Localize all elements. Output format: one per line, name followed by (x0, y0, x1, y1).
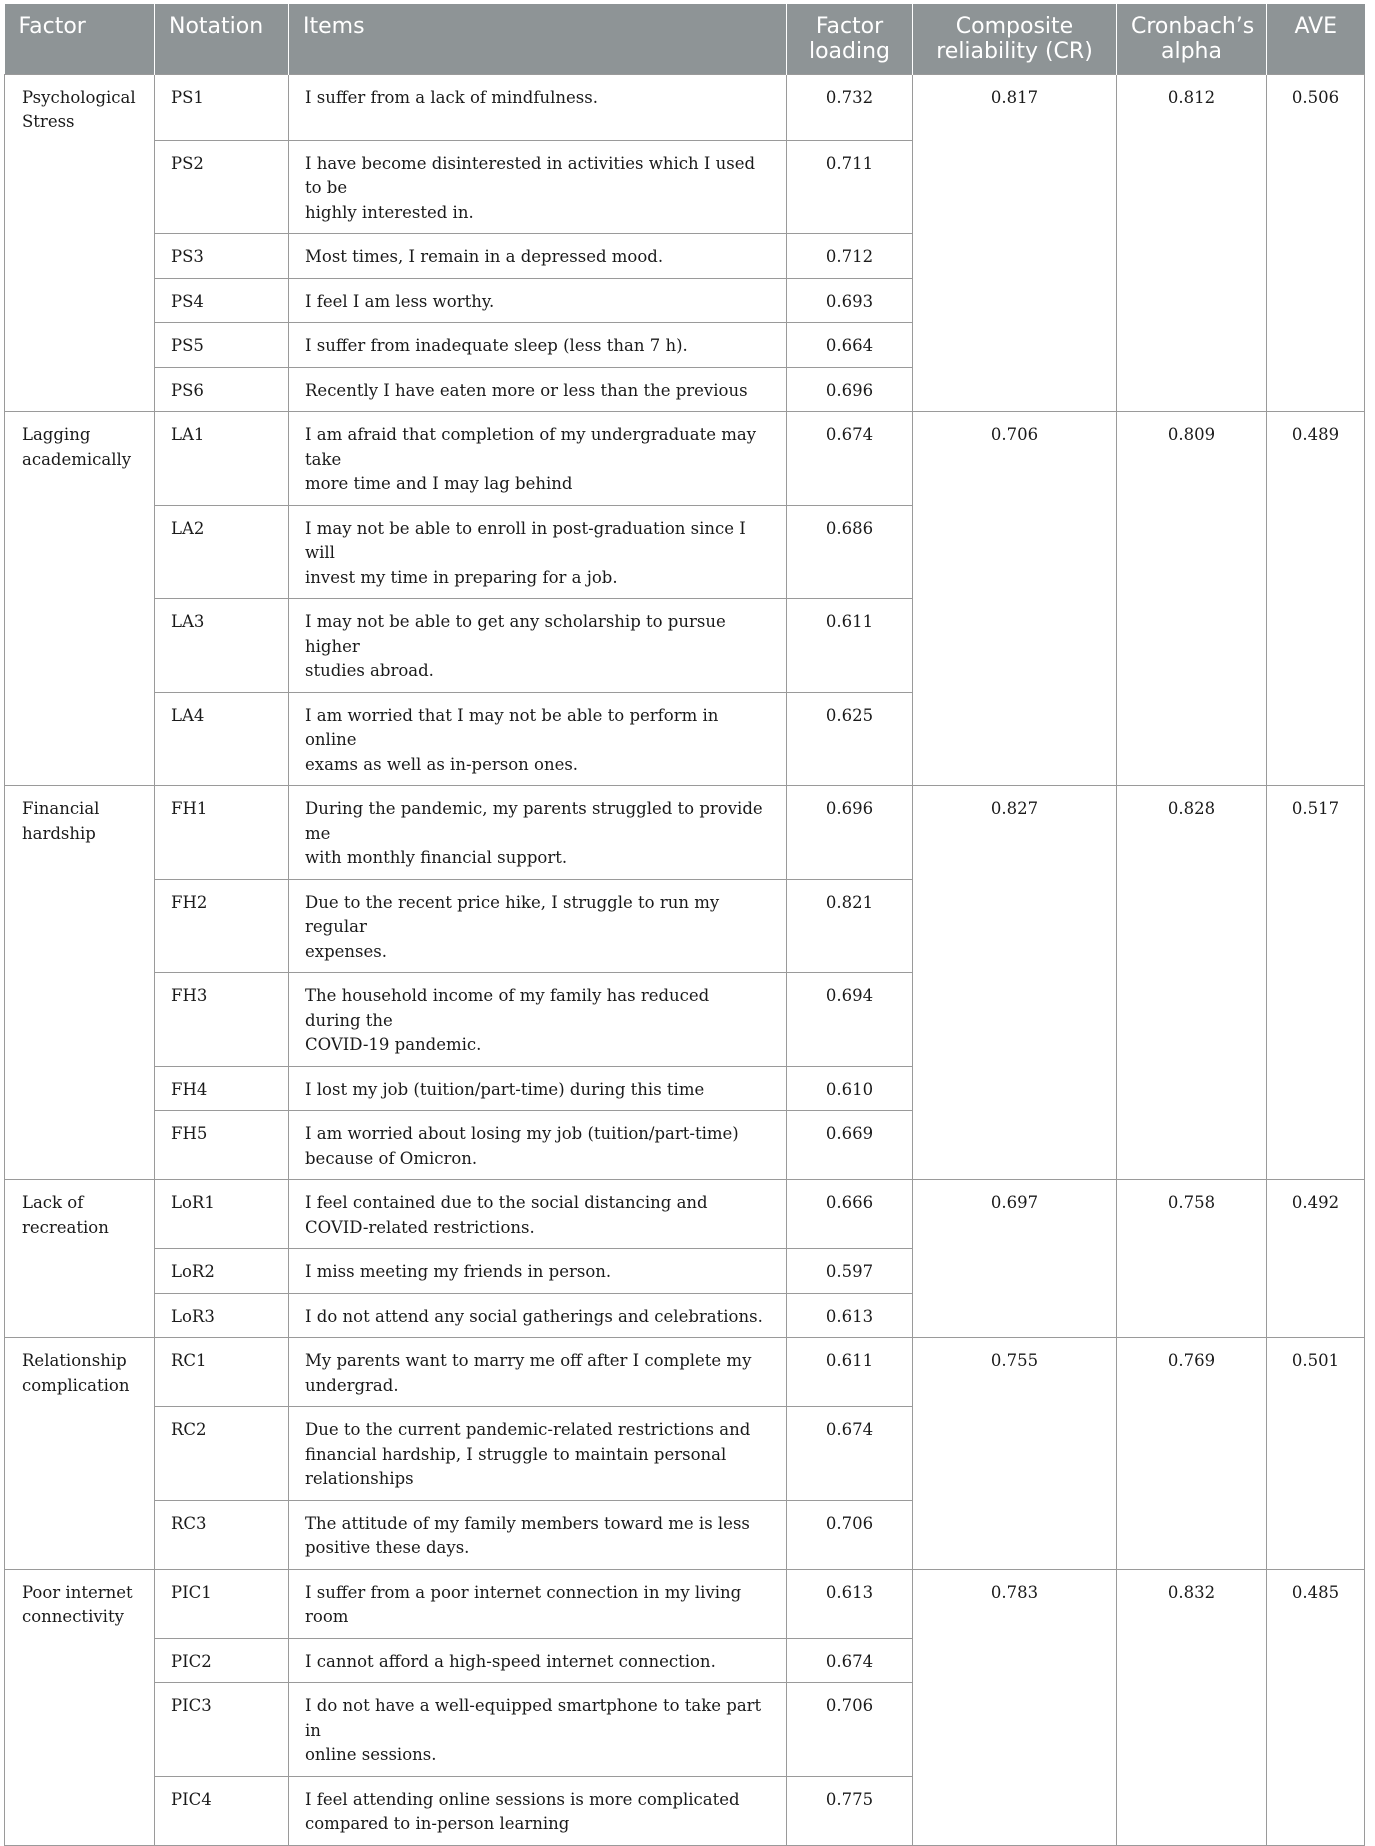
notation-cell: PS3 (155, 234, 289, 279)
loading-cell: 0.664 (787, 323, 913, 368)
notation-cell: FH5 (155, 1111, 289, 1180)
header-items: Items (289, 4, 787, 74)
item-cell: I may not be able to get any scholarship to pursue higher studies abroad. (289, 599, 787, 693)
ave-cell: 0.517 (1267, 786, 1365, 1180)
alpha-cell: 0.758 (1117, 1180, 1267, 1338)
loading-cell: 0.674 (787, 1638, 913, 1683)
header-factor-loading: Factor loading (787, 4, 913, 74)
header-row (5, 4, 1365, 74)
ave-cell: 0.489 (1267, 412, 1365, 786)
loading-cell: 0.696 (787, 786, 913, 880)
cr-cell: 0.755 (913, 1338, 1117, 1570)
notation-cell: RC2 (155, 1407, 289, 1501)
table-header (5, 4, 1365, 74)
factor-cell: Relationship complication (5, 1338, 155, 1570)
item-cell: I am afraid that completion of my undergraduate may take more time and I may lag behind (289, 412, 787, 506)
notation-cell: PIC1 (155, 1569, 289, 1638)
item-cell: I feel contained due to the social distancing and COVID-related restrictions. (289, 1180, 787, 1249)
alpha-cell: 0.828 (1117, 786, 1267, 1180)
notation-cell: FH3 (155, 973, 289, 1067)
notation-cell: PS1 (155, 74, 289, 140)
notation-cell: PS2 (155, 140, 289, 234)
item-cell: I am worried about losing my job (tuition/part-time) because of Omicron. (289, 1111, 787, 1180)
table-body (5, 74, 1365, 1845)
notation-cell: LoR2 (155, 1249, 289, 1294)
notation-cell: PIC3 (155, 1683, 289, 1777)
item-cell: I do not have a well-equipped smartphone to take part in online sessions. (289, 1683, 787, 1777)
item-cell: I have become disinterested in activities which I used to be highly interested in. (289, 140, 787, 234)
table-row (5, 74, 1365, 140)
loading-cell: 0.711 (787, 140, 913, 234)
cr-cell: 0.706 (913, 412, 1117, 786)
loading-cell: 0.821 (787, 879, 913, 973)
alpha-cell: 0.812 (1117, 74, 1267, 412)
factor-cell: Psychological Stress (5, 74, 155, 412)
loading-cell: 0.666 (787, 1180, 913, 1249)
notation-cell: PIC2 (155, 1638, 289, 1683)
cr-cell: 0.827 (913, 786, 1117, 1180)
loading-cell: 0.611 (787, 1338, 913, 1407)
header-notation: Notation (155, 4, 289, 74)
notation-cell: FH2 (155, 879, 289, 973)
loading-cell: 0.694 (787, 973, 913, 1067)
notation-cell: RC3 (155, 1500, 289, 1569)
loading-cell: 0.775 (787, 1776, 913, 1845)
factor-cell: Lagging academically (5, 412, 155, 786)
notation-cell: RC1 (155, 1338, 289, 1407)
alpha-cell: 0.832 (1117, 1569, 1267, 1845)
loading-cell: 0.732 (787, 74, 913, 140)
loading-cell: 0.613 (787, 1569, 913, 1638)
loading-cell: 0.674 (787, 1407, 913, 1501)
loading-cell: 0.610 (787, 1066, 913, 1111)
item-cell: Recently I have eaten more or less than the previous (289, 367, 787, 412)
loading-cell: 0.613 (787, 1293, 913, 1338)
notation-cell: LA1 (155, 412, 289, 506)
notation-cell: PS4 (155, 278, 289, 323)
loading-cell: 0.597 (787, 1249, 913, 1294)
item-cell: The household income of my family has reduced during the COVID-19 pandemic. (289, 973, 787, 1067)
loading-cell: 0.696 (787, 367, 913, 412)
factor-cell: Financial hardship (5, 786, 155, 1180)
factor-table (4, 4, 1365, 1846)
table-row (5, 412, 1365, 506)
item-cell: I am worried that I may not be able to perform in online exams as well as in-person ones. (289, 692, 787, 786)
table-row (5, 1180, 1365, 1249)
item-cell: During the pandemic, my parents struggled to provide me with monthly financial support. (289, 786, 787, 880)
notation-cell: LA4 (155, 692, 289, 786)
notation-cell: FH4 (155, 1066, 289, 1111)
header-composite-reliability: Composite reliability (CR) (913, 4, 1117, 74)
item-cell: I suffer from a lack of mindfulness. (289, 74, 787, 140)
item-cell: I feel I am less worthy. (289, 278, 787, 323)
factor-cell: Lack of recreation (5, 1180, 155, 1338)
notation-cell: LoR3 (155, 1293, 289, 1338)
cr-cell: 0.697 (913, 1180, 1117, 1338)
header-cronbachs-alpha: Cronbach’s alpha (1117, 4, 1267, 74)
factor-cell: Poor internet connectivity (5, 1569, 155, 1845)
item-cell: Most times, I remain in a depressed mood. (289, 234, 787, 279)
loading-cell: 0.674 (787, 412, 913, 506)
item-cell: I may not be able to enroll in post-graduation since I will invest my time in preparing for a job. (289, 505, 787, 599)
header-ave: AVE (1267, 4, 1365, 74)
notation-cell: LoR1 (155, 1180, 289, 1249)
ave-cell: 0.501 (1267, 1338, 1365, 1570)
ave-cell: 0.485 (1267, 1569, 1365, 1845)
alpha-cell: 0.809 (1117, 412, 1267, 786)
item-cell: I miss meeting my friends in person. (289, 1249, 787, 1294)
item-cell: Due to the recent price hike, I struggle to run my regular expenses. (289, 879, 787, 973)
notation-cell: FH1 (155, 786, 289, 880)
loading-cell: 0.693 (787, 278, 913, 323)
item-cell: I lost my job (tuition/part-time) during this time (289, 1066, 787, 1111)
item-cell: Due to the current pandemic-related restrictions and financial hardship, I struggle to maintain personal relationships (289, 1407, 787, 1501)
loading-cell: 0.712 (787, 234, 913, 279)
table-row (5, 786, 1365, 880)
loading-cell: 0.706 (787, 1500, 913, 1569)
item-cell: I do not attend any social gatherings and celebrations. (289, 1293, 787, 1338)
cr-cell: 0.783 (913, 1569, 1117, 1845)
loading-cell: 0.706 (787, 1683, 913, 1777)
ave-cell: 0.492 (1267, 1180, 1365, 1338)
item-cell: I cannot afford a high-speed internet connection. (289, 1638, 787, 1683)
header-factor: Factor (5, 4, 155, 74)
notation-cell: PIC4 (155, 1776, 289, 1845)
item-cell: I suffer from a poor internet connection in my living room (289, 1569, 787, 1638)
table-row (5, 1569, 1365, 1638)
loading-cell: 0.686 (787, 505, 913, 599)
notation-cell: PS6 (155, 367, 289, 412)
cr-cell: 0.817 (913, 74, 1117, 412)
notation-cell: LA2 (155, 505, 289, 599)
item-cell: My parents want to marry me off after I complete my undergrad. (289, 1338, 787, 1407)
table-row (5, 1338, 1365, 1407)
notation-cell: PS5 (155, 323, 289, 368)
loading-cell: 0.611 (787, 599, 913, 693)
item-cell: I suffer from inadequate sleep (less than 7 h). (289, 323, 787, 368)
loading-cell: 0.669 (787, 1111, 913, 1180)
loading-cell: 0.625 (787, 692, 913, 786)
alpha-cell: 0.769 (1117, 1338, 1267, 1570)
item-cell: The attitude of my family members toward me is less positive these days. (289, 1500, 787, 1569)
notation-cell: LA3 (155, 599, 289, 693)
ave-cell: 0.506 (1267, 74, 1365, 412)
item-cell: I feel attending online sessions is more complicated compared to in-person learning (289, 1776, 787, 1845)
